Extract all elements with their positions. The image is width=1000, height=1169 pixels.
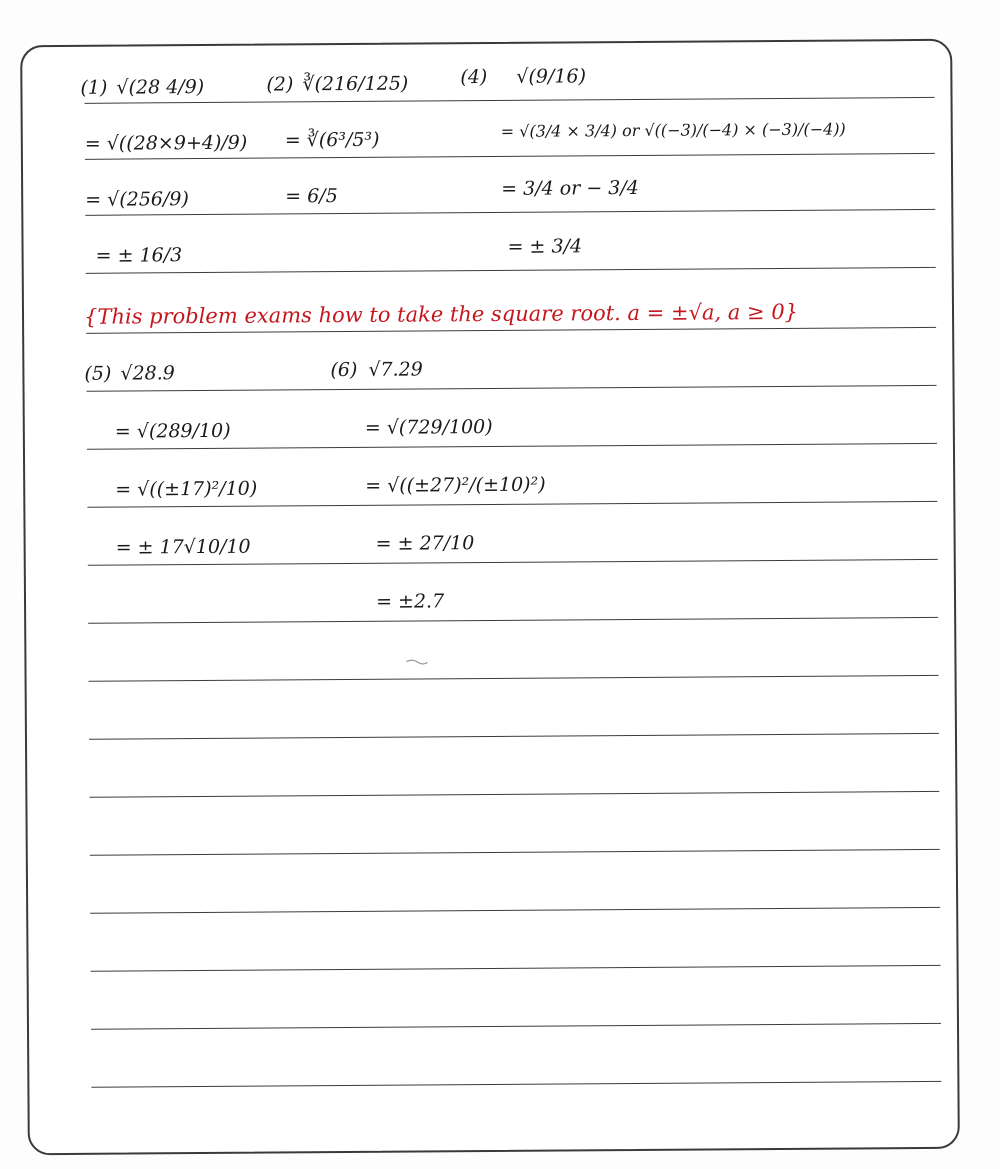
problem-4-step: = √(3/4 × 3/4) or √((−3)/(−4) × (−3)/(−4)) [500,119,846,141]
problem-5-step: = √((±17)²/10) [115,477,258,501]
problem-2-label: (2) [266,73,294,96]
problem-4-label: (4) [460,66,488,89]
problem-6-step: √7.29 [368,358,423,381]
problem-2-step: ∛(216/125) [302,72,409,96]
problem-1-label: (1) [80,76,108,99]
problem-1-step: = ± 16/3 [95,244,183,267]
problem-1-step: √(28 4/9) [116,75,205,99]
pencil-smudge-icon [22,41,962,1157]
problem-6-step: = ± 27/10 [375,532,475,555]
problem-6-step: = √((±27)²/(±10)²) [365,473,546,497]
teacher-note: {This problem exams how to take the square root. a = ±√a, a ≥ 0} [83,299,799,329]
problem-1-step: = √((28×9+4)/9) [84,131,248,155]
problem-5-label: (5) [84,362,112,385]
problem-1-step: = √(256/9) [85,188,189,211]
problem-6-step: = √(729/100) [364,415,493,439]
problem-4-step: √(9/16) [516,65,587,88]
problem-6-label: (6) [330,358,358,382]
problem-5-step: = √(289/10) [114,419,231,443]
problem-5-step: √28.9 [120,362,175,385]
problem-4-step: = 3/4 or − 3/4 [501,176,639,200]
problem-2-step: = 6/5 [285,185,338,208]
problem-2-step: = ∛(6³/5³) [284,128,380,152]
problem-6-step: = ±2.7 [375,590,445,613]
problem-4-step: = ± 3/4 [507,235,583,258]
problem-5-step: = ± 17√10/10 [115,535,251,559]
notebook-page [20,39,960,1155]
